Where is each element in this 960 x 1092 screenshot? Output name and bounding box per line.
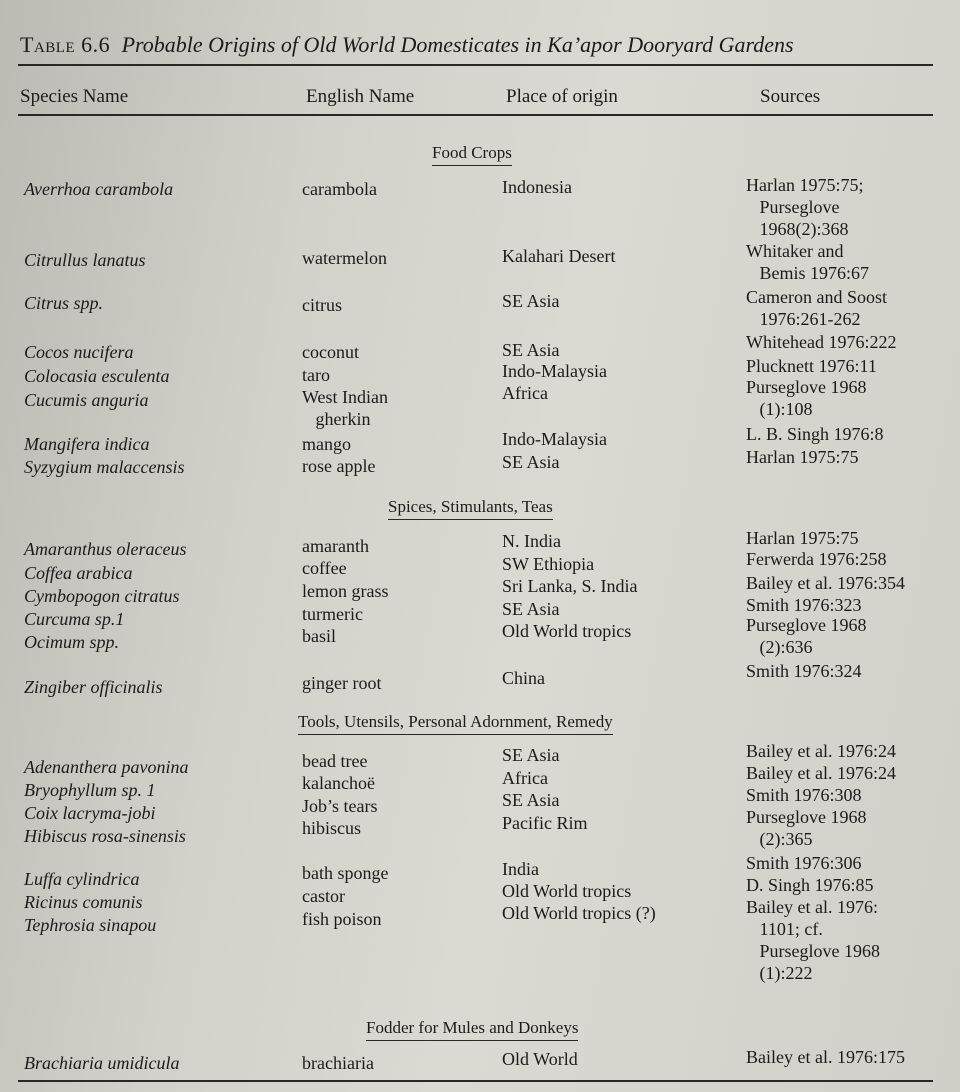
source-citation: D. Singh 1976:85 bbox=[746, 875, 874, 895]
species-name: Citrus spp. bbox=[24, 293, 104, 313]
english-name: fish poison bbox=[302, 909, 382, 929]
place-of-origin: N. India bbox=[502, 531, 561, 551]
place-of-origin: SW Ethiopia bbox=[502, 554, 595, 574]
source-citation: Harlan 1975:75 bbox=[746, 528, 859, 548]
header-rule bbox=[18, 114, 933, 116]
place-of-origin: SE Asia bbox=[502, 340, 560, 360]
place-of-origin: Kalahari Desert bbox=[502, 246, 616, 266]
species-name: Amaranthus oleraceus bbox=[24, 539, 187, 559]
english-name: mango bbox=[302, 434, 351, 454]
source-citation: Bailey et al. 1976: 1101; cf. Purseglove 1968 (1):222 bbox=[746, 897, 880, 983]
species-name: Cucumis anguria bbox=[24, 390, 149, 410]
section-title: Food Crops bbox=[432, 143, 512, 166]
english-name: bath sponge bbox=[302, 863, 389, 883]
place-of-origin: SE Asia bbox=[502, 599, 560, 619]
source-citation: Bailey et al. 1976:175 bbox=[746, 1047, 905, 1067]
source-citation: Harlan 1975:75 bbox=[746, 447, 859, 467]
english-name: amaranth bbox=[302, 536, 369, 556]
english-name: brachiaria bbox=[302, 1053, 374, 1073]
place-of-origin: Africa bbox=[502, 768, 548, 788]
place-of-origin: Africa bbox=[502, 383, 548, 403]
section-title: Fodder for Mules and Donkeys bbox=[366, 1018, 578, 1041]
species-name: Ocimum spp. bbox=[24, 632, 119, 652]
source-citation: Whitaker and Bemis 1976:67 bbox=[746, 241, 870, 283]
section-title: Spices, Stimulants, Teas bbox=[388, 497, 553, 520]
species-name: Hibiscus rosa-sinensis bbox=[24, 826, 186, 846]
source-citation: Bailey et al. 1976:24 bbox=[746, 763, 896, 783]
source-citation: Plucknett 1976:11 bbox=[746, 356, 877, 376]
place-of-origin: Old World tropics bbox=[502, 621, 632, 641]
table-label: Table 6.6 bbox=[20, 32, 111, 57]
english-name: carambola bbox=[302, 179, 377, 199]
place-of-origin: SE Asia bbox=[502, 745, 560, 765]
english-name: kalanchoë bbox=[302, 773, 375, 793]
species-name: Mangifera indica bbox=[24, 434, 150, 454]
source-citation: Whitehead 1976:222 bbox=[746, 332, 897, 352]
place-of-origin: Old World tropics (?) bbox=[502, 903, 656, 923]
english-name: basil bbox=[302, 626, 336, 646]
species-name: Colocasia esculenta bbox=[24, 366, 170, 386]
english-name: bead tree bbox=[302, 751, 368, 771]
english-name: hibiscus bbox=[302, 818, 362, 838]
species-name: Cocos nucifera bbox=[24, 342, 134, 362]
source-citation: Cameron and Soost 1976:261-262 bbox=[746, 287, 887, 329]
species-name: Bryophyllum sp. 1 bbox=[24, 780, 156, 800]
species-name: Coix lacryma-jobi bbox=[24, 803, 156, 823]
species-name: Coffea arabica bbox=[24, 563, 133, 583]
species-name: Syzygium malaccensis bbox=[24, 457, 185, 477]
english-name: West Indian gherkin bbox=[302, 387, 389, 429]
source-citation: Smith 1976:306 bbox=[746, 853, 862, 873]
species-name: Adenanthera pavonina bbox=[24, 757, 189, 777]
source-citation: Purseglove 1968 (2):636 bbox=[746, 615, 867, 657]
source-citation: Ferwerda 1976:258 bbox=[746, 549, 887, 569]
source-citation: Bailey et al. 1976:24 bbox=[746, 741, 896, 761]
species-name: Citrullus lanatus bbox=[24, 250, 146, 270]
english-name: coconut bbox=[302, 342, 359, 362]
place-of-origin: Old World tropics bbox=[502, 881, 632, 901]
table-caption: Probable Origins of Old World Domesticates in Ka’apor Dooryard Gardens bbox=[121, 32, 794, 57]
place-of-origin: India bbox=[502, 859, 539, 879]
english-name: citrus bbox=[302, 295, 342, 315]
source-citation: Bailey et al. 1976:354 bbox=[746, 573, 905, 593]
section-title: Tools, Utensils, Personal Adornment, Remedy bbox=[298, 712, 613, 735]
place-of-origin: SE Asia bbox=[502, 452, 560, 472]
place-of-origin: Indonesia bbox=[502, 177, 572, 197]
header-species: Species Name bbox=[20, 86, 129, 107]
species-name: Tephrosia sinapou bbox=[24, 915, 157, 935]
place-of-origin: Indo-Malaysia bbox=[502, 361, 607, 381]
place-of-origin: Sri Lanka, S. India bbox=[502, 576, 638, 596]
place-of-origin: China bbox=[502, 668, 545, 688]
english-name: Job’s tears bbox=[302, 796, 378, 816]
place-of-origin: Indo-Malaysia bbox=[502, 429, 607, 449]
title-rule bbox=[18, 64, 933, 66]
header-english: English Name bbox=[306, 86, 415, 107]
source-citation: Smith 1976:323 bbox=[746, 595, 862, 615]
species-name: Zingiber officinalis bbox=[24, 677, 163, 697]
species-name: Ricinus comunis bbox=[24, 892, 143, 912]
source-citation: L. B. Singh 1976:8 bbox=[746, 424, 884, 444]
header-sources: Sources bbox=[760, 86, 821, 107]
species-name: Brachiaria umidicula bbox=[24, 1053, 180, 1073]
place-of-origin: SE Asia bbox=[502, 790, 560, 810]
place-of-origin: Old World bbox=[502, 1049, 578, 1069]
source-citation: Smith 1976:308 bbox=[746, 785, 862, 805]
english-name: watermelon bbox=[302, 248, 387, 268]
english-name: coffee bbox=[302, 558, 347, 578]
table-title bbox=[20, 32, 940, 58]
species-name: Averrhoa carambola bbox=[24, 179, 174, 199]
species-name: Luffa cylindrica bbox=[24, 869, 140, 889]
source-citation: Purseglove 1968 (1):108 bbox=[746, 377, 867, 419]
place-of-origin: Pacific Rim bbox=[502, 813, 588, 833]
bottom-rule bbox=[18, 1080, 933, 1082]
english-name: ginger root bbox=[302, 673, 382, 693]
english-name: castor bbox=[302, 886, 345, 906]
english-name: rose apple bbox=[302, 456, 376, 476]
source-citation: Purseglove 1968 (2):365 bbox=[746, 807, 867, 849]
english-name: turmeric bbox=[302, 604, 363, 624]
source-citation: Harlan 1975:75; Purseglove 1968(2):368 bbox=[746, 175, 864, 239]
header-origin: Place of origin bbox=[506, 86, 618, 107]
place-of-origin: SE Asia bbox=[502, 291, 560, 311]
species-name: Cymbopogon citratus bbox=[24, 586, 180, 606]
source-citation: Smith 1976:324 bbox=[746, 661, 862, 681]
english-name: lemon grass bbox=[302, 581, 389, 601]
english-name: taro bbox=[302, 365, 330, 385]
species-name: Curcuma sp.1 bbox=[24, 609, 125, 629]
